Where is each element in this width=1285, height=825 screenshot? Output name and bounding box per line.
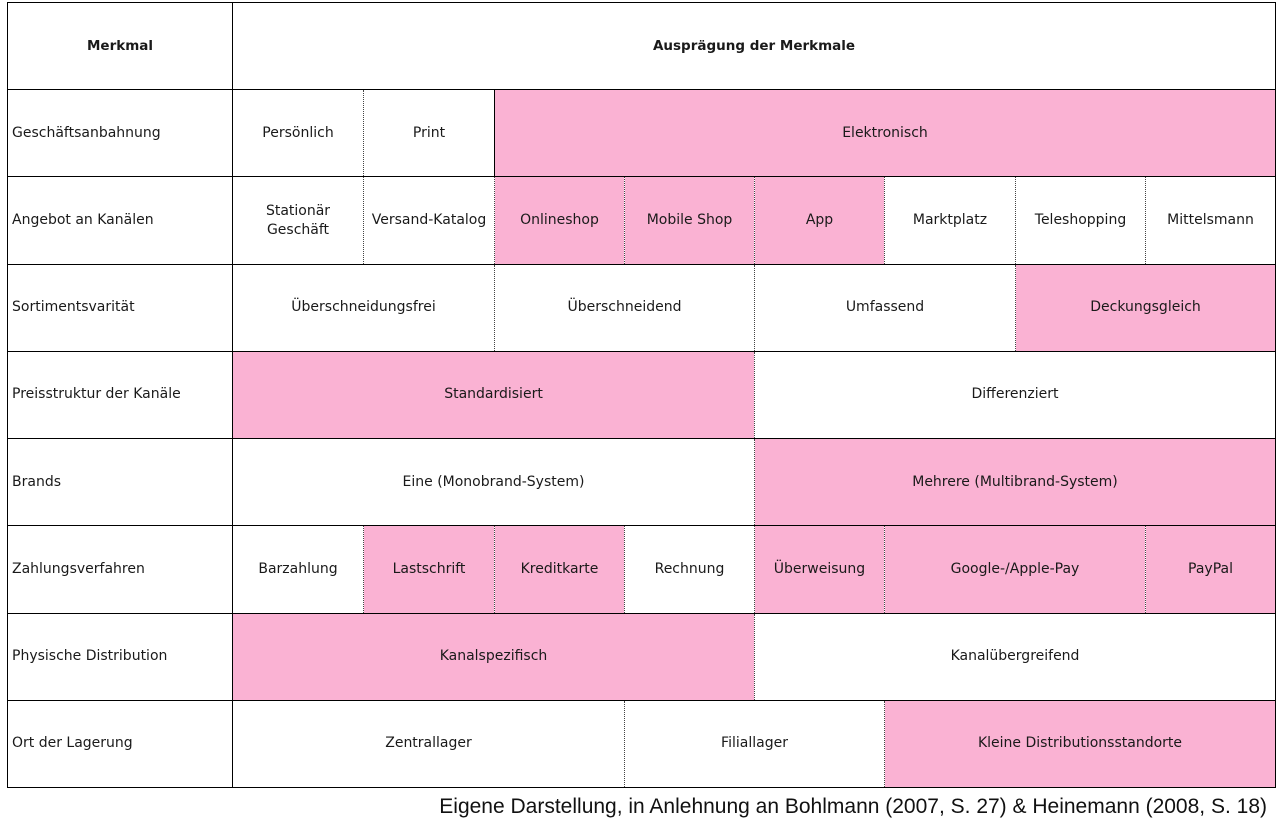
value-cell: Filiallager [625, 700, 885, 787]
source-note: Eigene Darstellung, in Anlehnung an Bohlmann (2007, S. 27) & Heinemann (2008, S. 18) [439, 795, 1267, 818]
row-label: Brands [8, 439, 233, 526]
value-cell: Umfassend [755, 264, 1016, 351]
value-cell-selected: Mehrere (Multibrand-System) [755, 439, 1276, 526]
table-row [8, 700, 1276, 787]
value-cell: Eine (Monobrand-System) [233, 439, 755, 526]
row-label: Physische Distribution [8, 613, 233, 700]
value-cell: Kanalübergreifend [755, 613, 1276, 700]
value-cell-selected: Mobile Shop [625, 177, 755, 264]
table-row [8, 613, 1276, 700]
value-cell: Barzahlung [233, 526, 364, 613]
value-cell-selected: Deckungsgleich [1016, 264, 1276, 351]
table-row [8, 526, 1276, 613]
value-cell: Differenziert [755, 351, 1276, 438]
value-cell-selected: Überweisung [755, 526, 885, 613]
morphological-box-table [7, 2, 1276, 788]
value-cell: Teleshopping [1016, 177, 1146, 264]
value-cell: Zentrallager [233, 700, 625, 787]
value-cell-selected: Onlineshop [495, 177, 625, 264]
value-cell-selected: Google-/Apple-Pay [885, 526, 1146, 613]
value-cell-selected: Elektronisch [495, 90, 1276, 177]
row-label: Preisstruktur der Kanäle [8, 351, 233, 438]
row-label: Ort der Lagerung [8, 700, 233, 787]
value-cell-selected: Kleine Distributionsstandorte [885, 700, 1276, 787]
value-cell-selected: Kreditkarte [495, 526, 625, 613]
value-cell-selected: Standardisiert [233, 351, 755, 438]
table-row [8, 439, 1276, 526]
value-cell: Überschneidend [495, 264, 755, 351]
table-row [8, 177, 1276, 264]
table-row [8, 351, 1276, 438]
row-label: Sortimentsvarität [8, 264, 233, 351]
value-cell: Marktplatz [885, 177, 1016, 264]
header-feature: Merkmal [8, 3, 233, 90]
value-cell: Mittelsmann [1146, 177, 1276, 264]
value-cell: Überschneidungsfrei [233, 264, 495, 351]
value-cell-selected: Lastschrift [364, 526, 495, 613]
value-cell-selected: App [755, 177, 885, 264]
value-cell: Persönlich [233, 90, 364, 177]
table-row [8, 264, 1276, 351]
row-label: Zahlungsverfahren [8, 526, 233, 613]
header-values: Ausprägung der Merkmale [233, 3, 1276, 90]
value-cell: Versand-Katalog [364, 177, 495, 264]
value-cell-selected: Kanalspezifisch [233, 613, 755, 700]
row-label: Angebot an Kanälen [8, 177, 233, 264]
value-cell-selected: PayPal [1146, 526, 1276, 613]
value-cell: Print [364, 90, 495, 177]
row-label: Geschäftsanbahnung [8, 90, 233, 177]
value-cell: Stationär Geschäft [233, 177, 364, 264]
table-row [8, 90, 1276, 177]
value-cell: Rechnung [625, 526, 755, 613]
table-header-row [8, 3, 1276, 90]
